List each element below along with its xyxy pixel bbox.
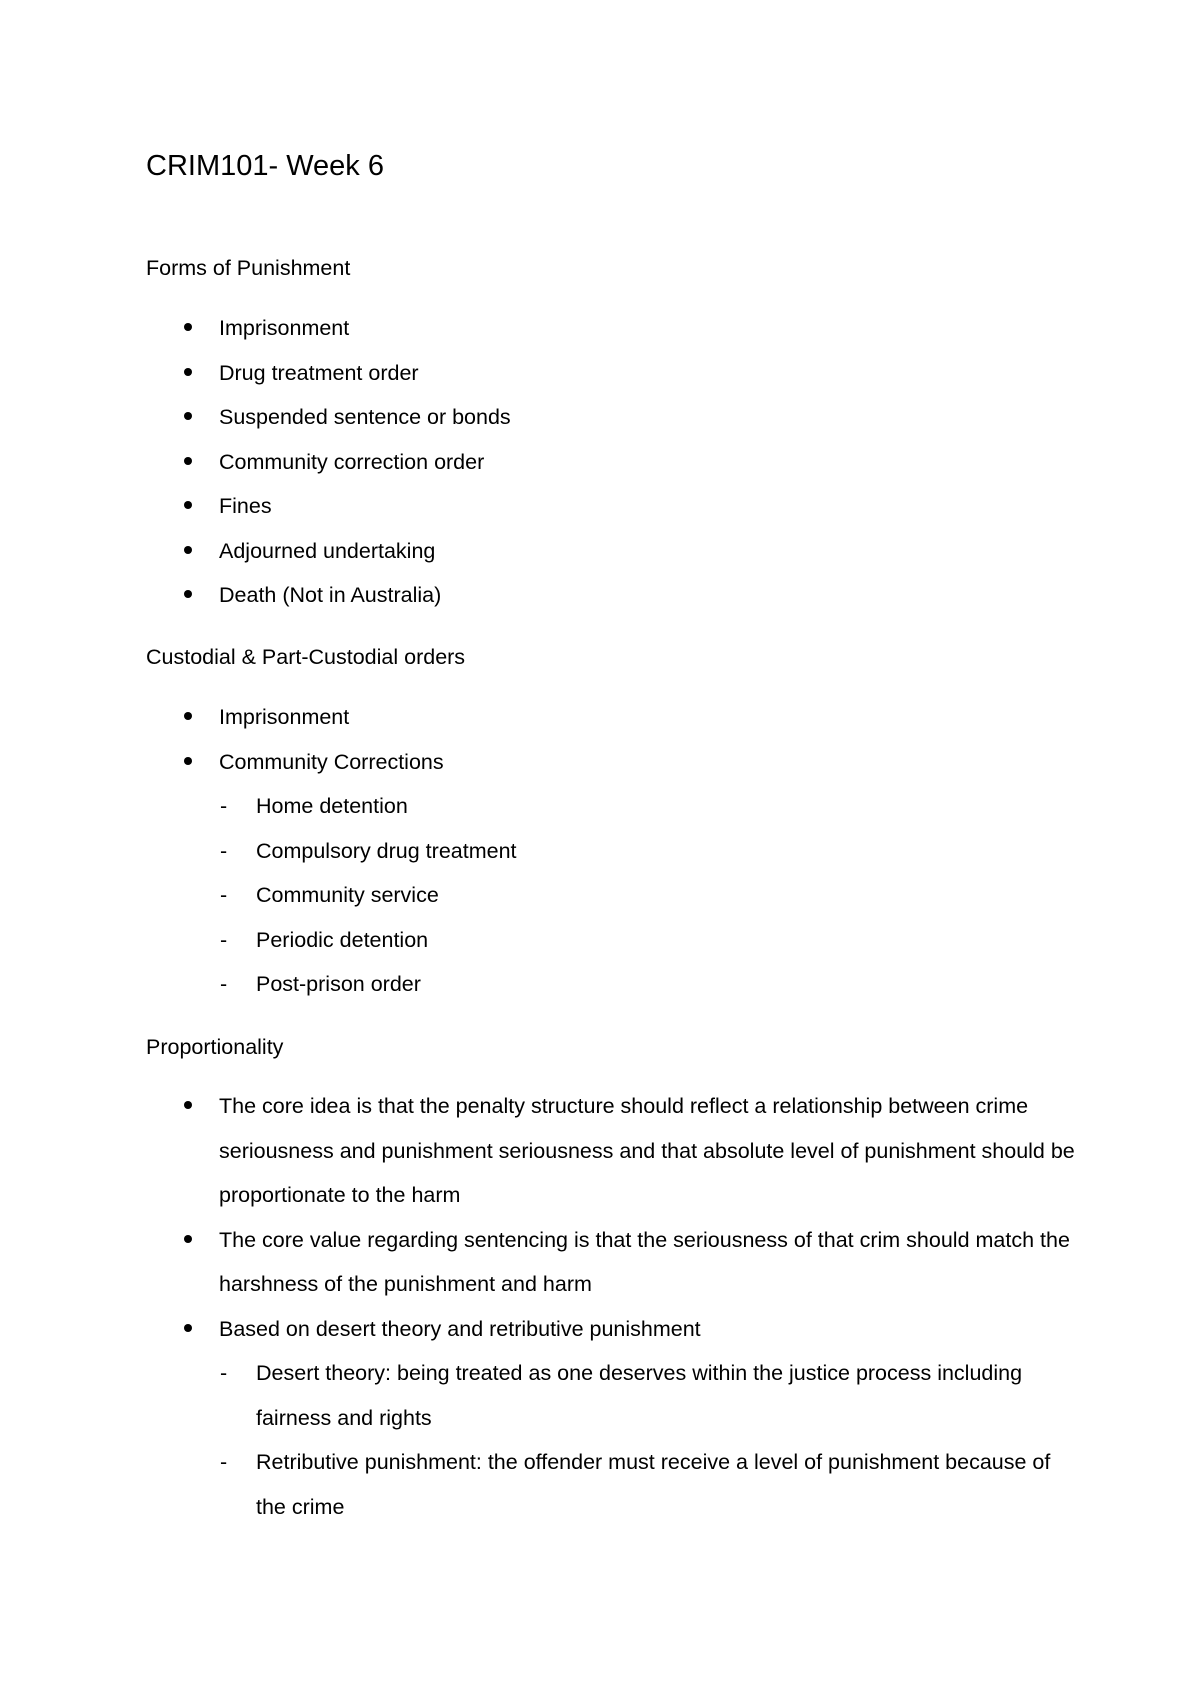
custodial-orders-list [0, 695, 1200, 1007]
sub-list-item [0, 1351, 1079, 1440]
dash-marker: - [220, 794, 228, 818]
sub-list-item [0, 1440, 1079, 1529]
sub-list-item [0, 962, 1079, 1007]
list-item-text: Adjourned undertaking [219, 538, 436, 563]
list-item-text: Imprisonment [219, 316, 350, 340]
section-heading-proportionality: Proportionality [146, 1035, 284, 1059]
list-item-text: Drug treatment order [219, 360, 419, 385]
sub-list-item-text: Desert theory: being treated as one deserves within the justice process including fairness and rights [256, 1361, 1023, 1430]
list-item [0, 440, 1079, 485]
list-item [0, 529, 1079, 574]
list-item [0, 1218, 1079, 1307]
list-item-text: Based on desert theory and retributive punishment [219, 1316, 701, 1341]
bullet-icon [184, 1235, 192, 1243]
forms-of-punishment-list [0, 306, 1200, 618]
dash-marker: - [220, 927, 228, 952]
list-item [0, 573, 1079, 618]
sub-list-item [0, 784, 1079, 829]
dash-marker: - [220, 1450, 228, 1474]
list-item [0, 351, 1079, 396]
list-item [0, 306, 1079, 351]
bullet-icon [184, 757, 192, 765]
bullet-icon [184, 368, 192, 376]
sub-list-item [0, 873, 1079, 918]
dash-marker: - [220, 972, 228, 996]
list-item [0, 1084, 1079, 1218]
dash-marker: - [220, 838, 228, 863]
sub-list-item-text: Home detention [256, 794, 408, 818]
list-item-text: Imprisonment [219, 705, 350, 729]
bullet-icon [184, 590, 192, 598]
dash-marker: - [220, 1361, 228, 1385]
list-item-text: Death (Not in Australia) [219, 583, 442, 607]
list-item [0, 395, 1079, 440]
list-item-text: Suspended sentence or bonds [219, 405, 511, 429]
list-item-text: The core value regarding sentencing is that the seriousness of that crim should match the harshness of the punishment and harm [219, 1227, 1070, 1296]
sub-list-item-text: Periodic detention [256, 927, 429, 952]
sub-list-item [0, 829, 1079, 874]
bullet-icon [184, 457, 192, 465]
list-item-text: Community Corrections [219, 749, 444, 774]
bullet-icon [184, 712, 192, 720]
section-heading-custodial-orders: Custodial & Part-Custodial orders [146, 645, 466, 669]
list-item [0, 695, 1079, 740]
page-title: CRIM101- Week 6 [146, 150, 384, 182]
sub-list-item-text: Post-prison order [256, 972, 421, 996]
sub-list-item-text: Retributive punishment: the offender must receive a level of punishment because of the crime [256, 1450, 1051, 1519]
bullet-icon [184, 546, 192, 554]
list-item [0, 1307, 1079, 1352]
dash-marker: - [220, 883, 228, 907]
bullet-icon [184, 323, 192, 331]
sub-list-item [0, 918, 1079, 963]
bullet-icon [184, 1101, 192, 1109]
section-heading-forms-of-punishment: Forms of Punishment [146, 256, 351, 280]
sub-list-item-text: Community service [256, 883, 439, 907]
list-item-text: Community correction order [219, 449, 485, 474]
bullet-icon [184, 501, 192, 509]
bullet-icon [184, 412, 192, 420]
bullet-icon [184, 1324, 192, 1332]
list-item-text: The core idea is that the penalty structure should reflect a relationship between crime seriousness and punishment seriousness and that absolute level of punishment should be proportionate to the harm [219, 1094, 1075, 1207]
list-item-text: Fines [219, 494, 272, 518]
sub-list-item-text: Compulsory drug treatment [256, 838, 517, 863]
list-item [0, 740, 1079, 785]
list-item [0, 484, 1079, 529]
proportionality-list [0, 1084, 1200, 1529]
